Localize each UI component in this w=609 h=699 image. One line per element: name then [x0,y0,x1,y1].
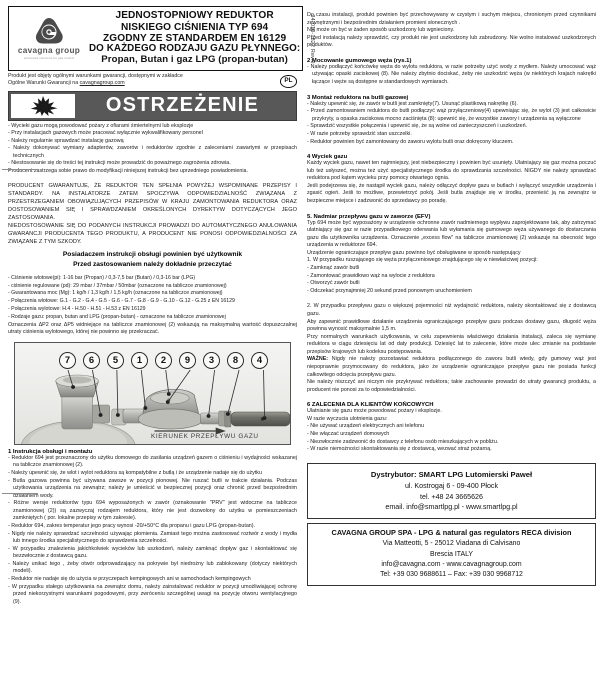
manufacturer-box [307,523,596,585]
page-title [89,10,300,66]
left-column [8,6,316,695]
warning-item: - Niestosowanie się do treści tej instrukcji może prowadzić do poważnego zagrożenia zdrowia. [8,160,231,167]
manufacturer-phone: Tel: +39 030 9688611 – Fax: +39 030 9968712 [380,571,523,579]
guarantee-statement: PRODUCENT GWARANTUJE, ŻE REDUKTOR TEN SPEŁNIA POWYŻEJ WSPOMINANE PRZEPISY I STANDARDY. NA INSTALATORZE ZATEM SPOCZYWA ODPOWIEDZIALNOŚĆ ZWIĄZANA Z PRZESTRZEGANIEM OBOWIĄZUJĄCYCH PRZEPISÓW W KRAJU ZAMONTOWANIA REDUKTORA ORAZ DOSTOSOWANIEM SIĘ I SPRAWDZANIEM OKREŚLONYCH DYREKTYW DOTYCZĄCYCH JEGO ZASTOSOWANIA. [8,182,297,221]
warning-label: OSTRZEŻENIE [105,94,260,116]
section-3-heading: 3 Montaż reduktora na butli gazowej [307,94,409,101]
section-5-heading: 5. Nadmiar przepływu gazu w zaworze (EFV) [307,213,431,220]
warning-item: - Wycieki gazu mogą powodować pożary z ofiarami śmiertelnymi lub eksplozje [8,122,194,129]
owner-subhead-2: Przed zastosowaniem należy dokładnie przeczytać [73,260,232,268]
section-6-item: - Niezwłocznie zadzwonić do dostawcy z telefonu osób mieszkających w pobliżu. [307,438,499,445]
title-line-3: ZGODNY ZE STANDARDEM EN 16129 [103,32,287,44]
warning-item: - Przy instalacjach gazowych może pracować wyłącznie wykwalifikowany personel [8,130,203,137]
distributor-email[interactable]: email. info@smartlpg.pl - www.smartlpg.pl [385,503,518,512]
manufacturer-email[interactable]: info@cavagna.com - www.cavagnagroup.com [381,561,522,569]
section-1-item: - Reduktor nie nadaje się do użycia w przyczepach kempingowych ani w samochodach kempingowych [8,576,251,583]
section-1-heading: 1 Instrukcja obsługi i montażu [8,448,93,455]
scan-artifact [2,493,38,494]
spec-item: - Rodzaje gazu: propan, butan and LPG (propan-butan) - oznaczone na tabliczce znamionowej [8,313,226,320]
section-4-paragraph: Jeśli podejrzewa się, że nastąpił wyciek gazu, należy odłączyć dopływ gazu w butlach i wyłączyć wszystkie urządzenia i zgasić ogień. Jeśli to możliwe, przewietrzyć pokój. Jeśli butla znajduje się w środku, przenieść ją na zewnątrz w bezpieczne miejsce i zadzwonić do sprzedawcy po poradę. [307,182,596,204]
regulator-illustration [15,343,290,444]
section-3-item: - Przed zamontowaniem reduktora do butli podłączyć wąż przyłączeniowy(4) upewniając się, że wylot (3) jest całkowicie przykryty, a opaska zaciskowa mocno zaciśnięta (8): upewnić się, że wszystkie zawory i urządzenia są wyłączone [307,108,596,122]
section-1-item: - Butla gazowa powinna być używana zawsze w pozycji pionowej. Nie ruszać butli w trakcie działania. Podczas użytkowania urządzenia na zewnątrz; należy je umieścić w bezpiecznej pozycji oraz chronić przed bezpośrednim działaniem wody. [8,477,297,499]
section-5-paragraph: Urządzenie ograniczające przepływ gazu powinno być obsługiwane w sposób następujący [307,249,521,256]
section-4-heading: 4 Wyciek gazu [307,154,348,161]
title-line-1: JEDNOSTOPNIOWY REDUKTOR [115,10,274,22]
logo-tagline: enhanced solutions for gas control [23,55,75,60]
section-3-item: - W razie potrzeby sprawdzić stan uszczelki. [307,130,412,137]
section-5-bullet: - Zamontować prawidłowo wąż na wylocie z reduktora [307,272,435,279]
warranty-notice [8,73,297,88]
warranty-link[interactable]: cavagnagroup.com [79,80,125,87]
distributor-box [307,463,596,520]
title-box [8,6,303,71]
document-revision-id [306,6,318,71]
manufacturer-name: CAVAGNA GROUP SPA - LPG & natural gas regulators RECA division [331,528,572,538]
section-1-item: - W przypadku znalezienia jakichkolwiek wycieków lub uszkodzeń, należy zamknąć dopływ gaz i skontaktować się bezzwłocznie z dostawcą gazu. [8,545,297,560]
section-5-paragraph-2: 2. W przypadku przepływu gazu o większej pojemności niż wydajność reduktora, należy skontaktować się z dostawcą gazu. [307,303,596,317]
explosion-icon-glyph [26,96,60,116]
section-6-item: - W razie niemożności skontaktowania się z dostawcą, wezwać straż pożarną. [307,446,492,453]
section-6-intro: W razie wyczucia ulotnienia gazu: [307,415,388,422]
manufacturer-city: Brescia ITALY [429,550,473,558]
spec-item: - Ciśnienie wlotowe(pi): 1-16 bar (Propan) / 0,3-7,5 bar (Butan) / 0,3-16 bar (LPG) [8,274,196,281]
section-5-paragraph: 1. W przypadku ruszającego się węża przyłączeniowego znajdującego się w niewłaściwej pozycji: [307,257,538,264]
scan-artifact [2,169,38,170]
section-1-item: - Nigdy nie należy sprawdzać szczelności używając płomienia. Zamiast tego można zastosować roztwór z wody i mydła lub innego środka specjalistycznego do sprawdzenia szczelności. [8,530,297,545]
callout-5: 5 [107,352,124,369]
section-3-item: - Sprawdzić wszystkie połączenia i upewnić się, że są wolne od zanieczyszczeń i uszkodzeń. [307,123,528,130]
right-column [307,6,596,695]
cavagna-logo [11,17,89,60]
callout-2: 2 [155,352,172,369]
document-revision-text: 34-010-1822 Rev.0 [309,13,316,64]
callout-9: 9 [179,352,196,369]
logo-wordmark: cavagna group [17,45,81,55]
distributor-name: Dystrybutor: SMART LPG Lutomierski Paweł [370,469,533,479]
manufacturer-address: Via Matteotti, 5 - 25012 Viadana di Calvisano [382,540,521,548]
section-5-paragraph: Typ 694 może być wyposażony w urządzenie ochronne zawór nadmiernego wypływu zaprojektowane tak, aby zatrzymać ulatniający się gaz w razie przypadkowego oderwania lub wyłamania się gumowego węża używanego do dostarczania gazu dla użytkownika urządzenia. Oznaczenie „excess flow" na tabliczce znamionowej (2) wskazuje na obecność tego urządzenia w reduktorze 694. [307,219,596,249]
intro-paragraph: Przed instalacją należy sprawdzić, czy produkt nie jest uszkodzony lub zabrudzony. Nie wolno instalować uszkodzonych produktów. [307,34,596,49]
section-5-paragraph-2: Przy normalnych warunkach użytkowania, w celu zapewnienia właściwego działania instalacji, zaleca się wymianę reduktora w ciągu dziesięciu lat od daty produkcji. Dziesięć lat to zalecenie, które może ulec zmianie na podstawie przepisów krajowych lub kodeksu postępowania. [307,333,596,355]
section-1-item: - W przypadku stałego użytkowania na zewnątrz domu, należy zainstalować reduktor w pozycji umożliwiającej ochronę przed niekorzystnymi warunkami pogodowymi, przy zwróceniu szczególnej uwagi na pozycję otworu wentylacyjnego (9). [8,583,297,605]
section-2-heading: 2 Mocowanie gumowego węża (rys.1) [307,57,412,64]
modification-note: Producent zastrzega sobie prawo do modyfikacji niniejszej instrukcji bez uprzedniego powiadomienia. [8,167,249,174]
important-label: WAŻNE: [307,356,329,363]
title-line-5: Propan, Butan i gaz LPG (propan-butan) [101,54,288,66]
section-1-item: - Reduktor 694 jest przeznaczony do użytku domowego do zasilania urządzeń gazem o ciśnieniu i wydajności wskazanej na tabliczce znamionowej (2). [8,454,297,469]
section-5-closing: Nie należy niszczyć ani niczym nie przykrywać reduktora; takie zachowanie prowadzi do utraty gwarancji produktu, a producent nie ponosi za to odpowiedzialności. [307,379,596,393]
title-line-2: NISKIEGO CIŚNIENIA TYP 694 [120,21,269,33]
header [8,6,316,71]
section-6-intro: Ulatnianie się gazu może powodować pożary i eksplozje. [307,408,442,415]
spec-item: - Połączenia wlotowe: G.1 - G.2 - G.4 - G.5 - G.6 - G.7 - G.8 - G.9 - G.10 - G.12 - G.25 z EN 16129 [8,298,235,305]
spec-item: - Połączenia wylotowe: H.4 - H.50 - H.51 - H.53 z EN 16129 [8,306,146,313]
owner-subhead-1: Posiadaczem instrukcji obsługi powinien być użytkownik [62,251,243,259]
section-6-heading: 6 ZALECENIA DLA KLIENTÓW KOŃCOWYCH [307,402,434,409]
section-5-bullet: - Zamknąć zawór butli [307,265,360,272]
warranty-line-2: Ogólne Warunki Gwarancji na [8,80,80,87]
section-3-item: - Reduktor powinien być zamontowany do zaworu wylotu butli oraz dokręcony kluczem. [307,138,514,145]
spec-item: - ciśnienie regulowane (pd): 29 mbar / 37mbar / 50mbar (oznaczone na tabliczce znamionowej) [8,282,227,289]
flow-direction-label: KIERUNEK PRZEPŁYWU GAZU [151,432,259,440]
callout-1: 1 [131,352,148,369]
spec-item: - Gwarantowana moc (Mg): 1 kg/h / 1,3 kg/h / 1,5 kg/h (oznaczone na tabliczce znamionowej) [8,290,223,297]
section-1-item: - Różne wersje reduktorów typu 694 wyposażonych w zawór (oznakowanie "PRV" jest widoczne na tabliczce znamionowej (2)) są zazwyczaj rodzajem reduktora, który nie jest dozwolony do użytku w pomieszczeniach zamkniętych ( por. lokalne przepisy w tym zakresie). [8,500,297,522]
language-badge: PL [280,75,297,88]
regulator-diagram [14,342,291,445]
cavagna-logo-icon [34,17,64,45]
intro-paragraph: Nie może on być w żaden sposób uszkodzony lub wgnieciony. [307,27,455,34]
section-6-item: - Nie włączać urządzeń domowych [307,431,390,438]
spec-note: Oznaczenia ΔP2 oraz ΔP5 widniejące na tabliczce znamionowej (2) wskazują na maksymalną wartość dopuszczalnej utraty ciśnienia wylotowego, której nie powinno się przekraczać. [8,321,297,336]
section-5-bullet: - Otworzyć zawór butli [307,280,360,287]
important-text: Nigdy nie należy pozostawiać reduktora podłączonego do zaworu butli wtedy, gdy gumowy wąż jest niepoprawnie przymocowany do reduktora, jako że urządzenie ograniczające przepływ gazu nie posiada funkcji całkowitego odcięcia przepływu gazu. [307,356,596,378]
callout-7: 7 [59,352,76,369]
section-1-item: - Należy upewnić się, że wlot i wylot reduktora są kompatybilne z butlą i że urządzenie nadaje się do użytku [8,469,262,476]
warranty-line-1: Produkt jest objęty ogólnymi warunkami gwarancji, dostępnymi w zakładce [8,73,183,79]
guarantee-statement-2: NIEDOSTOSOWANIE SIĘ DO PODANYCH INSTRUKCJI PROWADZI DO AUTOMATYCZNEGO ANULOWANIA GWARANCJI PRODUCENTA TEGO PRODUKTU, A PRODUCENT NIE PONOSI ODPOWIEDZIALNOŚCI ZA ZWIĄZANE Z TYM SZKODY. [8,223,297,246]
callout-8: 8 [227,352,244,369]
callout-4: 4 [251,352,268,369]
section-1-item: - Reduktor 694, zakres temperatur jego pracy wynosi -20/+50°C dla propanu i gazu LPG (propan-butan). [8,523,256,529]
distributor-phone: tel. +48 24 3665626 [420,492,483,501]
important-note [307,356,596,379]
section-2-item: - Należy podłączyć końcówkę węża do wylotu reduktora, w razie potrzeby użyć wody z mydłem. Należy umocować wąż używając opaski zaciskowej (8). Nie należy zbytnio dociskać, żeby nie uszkodzić węża (w niektórych krajach nakrętki łączące i węże są dostępne w standardowych wymiarach. [307,63,596,86]
callout-3: 3 [203,352,220,369]
section-5-paragraph-2: Aby zapewnić prawidłowe działanie urządzenia ograniczającego przepływ gazu podczas dostawy gazu, długość węża powinna wynosić maksymalnie 1,5 m. [307,318,596,333]
callout-6: 6 [83,352,100,369]
warning-banner [8,91,297,121]
section-4-paragraph: Każdy wyciek gazu, nawet ten najmniejszy, jest niebezpieczny i powinien być usunięty. Ulatniający się gaz można poczuć lub też usłyszeć, można też użyć specjalistycznego środka do sprawdzania szczelności. NIGDY nie należy sprawdzać reduktora pod kątem wycieku przy pomocy otwartego ognia. [307,160,596,182]
section-6-item: - Nie używać urządzeń elektrycznych ani telefonu [307,423,425,430]
title-line-4: DO KAŻDEGO RODZAJU GAZU PŁYNNEGO: [89,43,301,55]
explosion-icon [11,94,75,118]
warning-item: - Należy dokonywać wymiany adapterów, zaworów i reduktorów zgodnie z zaleceniami zawartymi w przepisach technicznych [8,145,297,159]
distributor-address: ul. Kostrogaj 6 - 09-400 Płock [404,481,499,490]
intro-paragraph: Do czasu instalacji, produkt powinien być przechowywany w czystym i suchym miejscu, chronionym przed czynnikami zewnętrznymi i bezpośrednim działaniem promieni słonecznych . [307,12,596,26]
section-1-item: - Należy unikać tego , żeby otwór odprowadzający na pokrywie był niedrożny lub zablokowany (dotyczy niektórych modeli). [8,560,297,575]
warning-item: - Należy regularnie sprawdzać instalację gazową [8,137,124,144]
section-5-bullet: - Odczekać przynajmniej 20 sekund przed ponownym uruchomieniem [307,287,472,294]
section-3-item: - Należy upewnić się, że zawór w butli jest zamknięty(7). Usunąć plastikową nakrętkę (6). [307,100,518,107]
